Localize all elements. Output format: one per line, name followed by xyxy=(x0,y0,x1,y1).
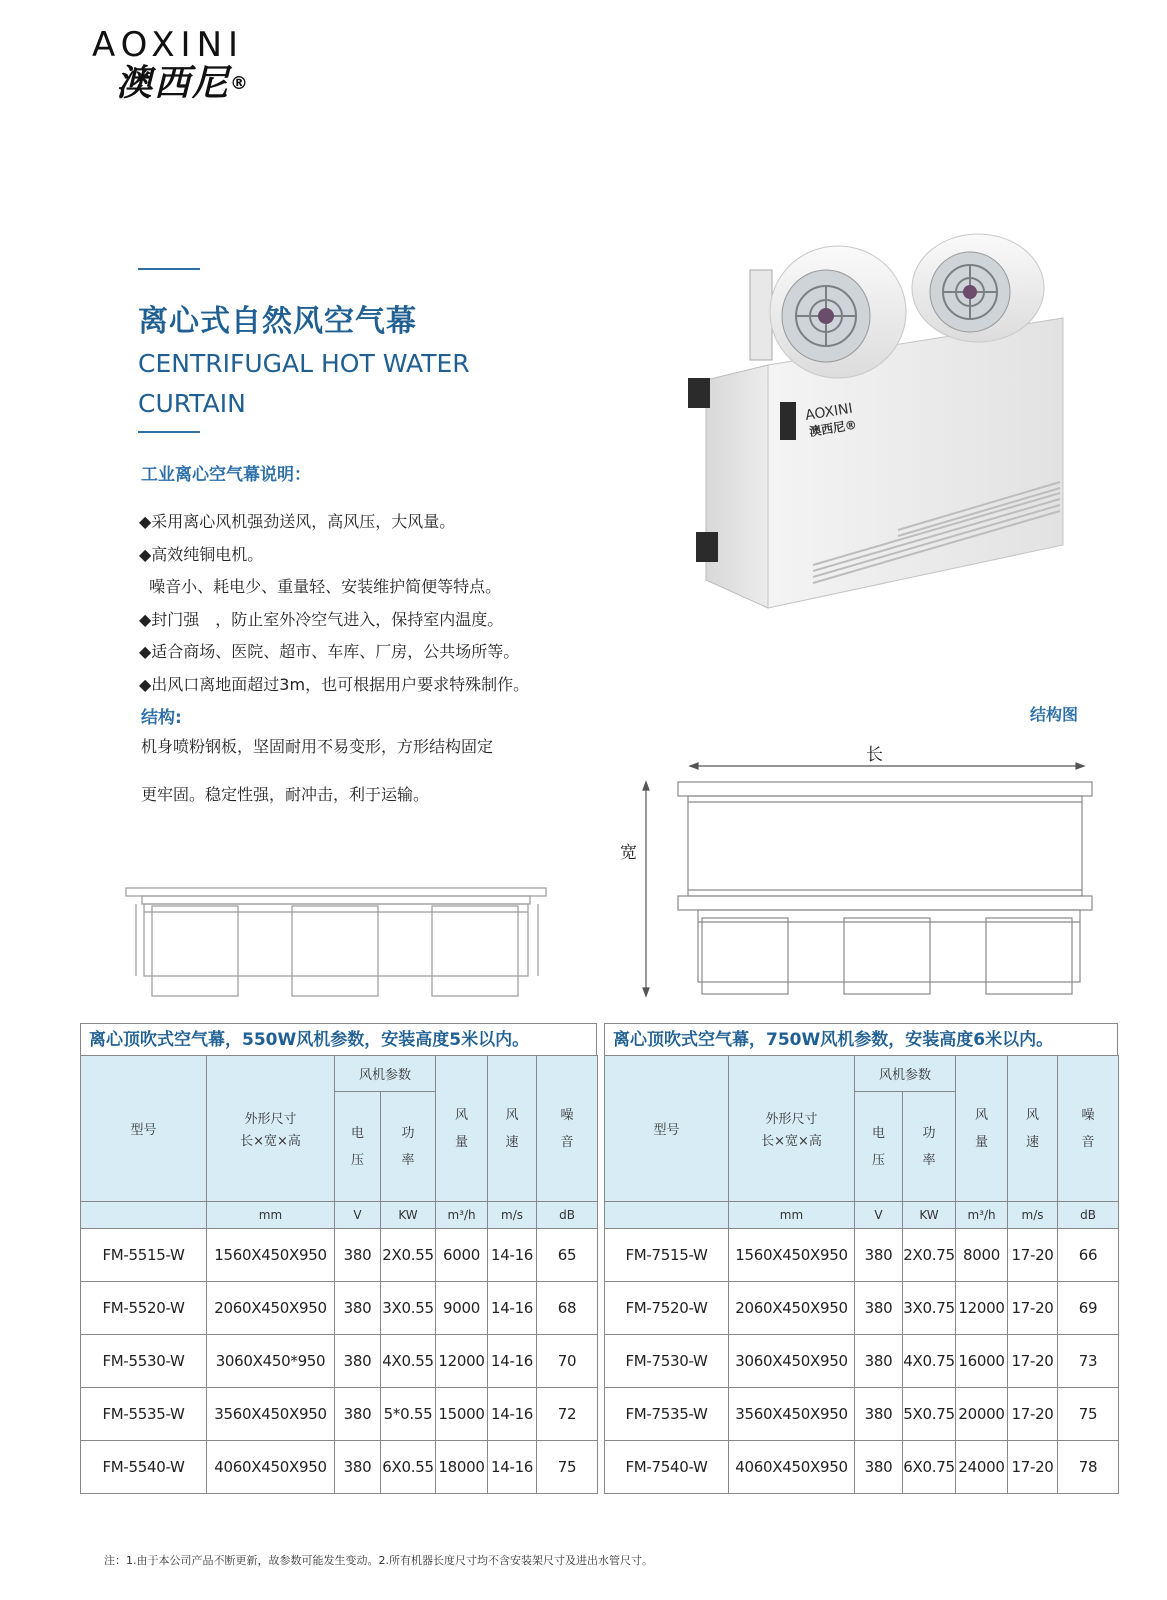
col-voltage-char: 压 xyxy=(350,1152,364,1168)
cell-model: FM-7535-W xyxy=(605,1388,729,1441)
col-speed-char: 风 xyxy=(1026,1107,1040,1123)
col-size xyxy=(207,1056,335,1202)
brand-logo xyxy=(92,26,292,104)
table-row xyxy=(605,1388,1119,1441)
col-noise-char: 音 xyxy=(560,1134,574,1150)
table-title: 离心顶吹式空气幕，750W风机参数，安装高度6米以内。 xyxy=(604,1023,1118,1055)
brand-name-en: AOXINI xyxy=(92,25,245,65)
structure-heading: 结构: xyxy=(141,708,182,728)
cell-airflow: 8000 xyxy=(956,1229,1008,1282)
col-speed-char: 速 xyxy=(1026,1134,1040,1150)
col-size-line2: 长×宽×高 xyxy=(761,1134,822,1149)
cell-voltage: 380 xyxy=(335,1282,381,1335)
col-power-char: 功 xyxy=(922,1125,936,1141)
unit-voltage: V xyxy=(335,1202,381,1229)
col-noise-char: 音 xyxy=(1081,1134,1095,1150)
cell-noise: 66 xyxy=(1058,1229,1119,1282)
col-model: 型号 xyxy=(605,1056,729,1202)
cell-voltage: 380 xyxy=(855,1282,903,1335)
col-size-line1: 外形尺寸 xyxy=(765,1112,818,1127)
front-view-diagram xyxy=(638,758,1096,1000)
col-power-char: 功 xyxy=(401,1125,415,1141)
feature-item: ◆出风口离地面超过3m，也可根据用户要求特殊制作。 xyxy=(139,674,530,694)
cell-airflow: 12000 xyxy=(956,1282,1008,1335)
table-row xyxy=(605,1282,1119,1335)
col-speed xyxy=(488,1056,537,1202)
cell-airflow: 15000 xyxy=(436,1388,488,1441)
unit-airflow: m³/h xyxy=(436,1202,488,1229)
cell-size: 2060X450X950 xyxy=(729,1282,855,1335)
diagram-title: 结构图 xyxy=(1030,705,1079,724)
cell-model: FM-5540-W xyxy=(81,1441,207,1494)
feature-item: ◆适合商场、医院、超市、车库、厂房，公共场所等。 xyxy=(139,642,520,661)
footnote: 注：1.由于本公司产品不断更新，故参数可能发生变动。2.所有机器长度尺寸均不含安装架尺寸及进出水管尺寸。 xyxy=(104,1554,653,1567)
title-rule-top xyxy=(138,268,200,270)
cell-airflow: 20000 xyxy=(956,1388,1008,1441)
unit-power: KW xyxy=(903,1202,956,1229)
col-noise xyxy=(1058,1056,1119,1202)
unit-size: mm xyxy=(207,1202,335,1229)
spec-table-750w xyxy=(604,1023,1118,1494)
cell-voltage: 380 xyxy=(855,1229,903,1282)
unit-model xyxy=(81,1202,207,1229)
cell-power: 2X0.55 xyxy=(381,1229,436,1282)
cell-power: 2X0.75 xyxy=(903,1229,956,1282)
cell-speed: 14-16 xyxy=(488,1229,537,1282)
device-label-en: AOXINI xyxy=(804,400,854,424)
col-airflow xyxy=(956,1056,1008,1202)
col-speed xyxy=(1008,1056,1058,1202)
cell-size: 3560X450X950 xyxy=(207,1388,335,1441)
product-photo xyxy=(688,230,1078,615)
length-label: 长 xyxy=(866,745,883,765)
col-power-char: 率 xyxy=(922,1152,936,1168)
registered-mark: ® xyxy=(230,73,251,94)
cell-size: 2060X450X950 xyxy=(207,1282,335,1335)
col-voltage xyxy=(335,1092,381,1202)
cell-power: 4X0.75 xyxy=(903,1335,956,1388)
cell-noise: 68 xyxy=(537,1282,598,1335)
unit-speed: m/s xyxy=(1008,1202,1058,1229)
cell-airflow: 16000 xyxy=(956,1335,1008,1388)
cell-power: 5X0.75 xyxy=(903,1388,956,1441)
cell-speed: 17-20 xyxy=(1008,1229,1058,1282)
spec-table xyxy=(604,1055,1119,1494)
cell-speed: 14-16 xyxy=(488,1335,537,1388)
cell-speed: 14-16 xyxy=(488,1441,537,1494)
unit-size: mm xyxy=(729,1202,855,1229)
cell-noise: 69 xyxy=(1058,1282,1119,1335)
col-airflow-char: 量 xyxy=(975,1134,989,1150)
col-voltage xyxy=(855,1092,903,1202)
cell-model: FM-5515-W xyxy=(81,1229,207,1282)
cell-voltage: 380 xyxy=(855,1388,903,1441)
table-title: 离心顶吹式空气幕，550W风机参数，安装高度5米以内。 xyxy=(80,1023,597,1055)
cell-voltage: 380 xyxy=(335,1388,381,1441)
cell-voltage: 380 xyxy=(855,1335,903,1388)
cell-noise: 73 xyxy=(1058,1335,1119,1388)
cell-noise: 78 xyxy=(1058,1441,1119,1494)
table-row xyxy=(605,1335,1119,1388)
structure-text-line-1: 机身喷粉钢板，坚固耐用不易变形，方形结构固定 xyxy=(141,737,494,756)
description-heading: 工业离心空气幕说明： xyxy=(141,465,311,485)
col-noise-char: 噪 xyxy=(1081,1107,1095,1123)
col-airflow xyxy=(436,1056,488,1202)
cell-power: 5*0.55 xyxy=(381,1388,436,1441)
cell-model: FM-5520-W xyxy=(81,1282,207,1335)
cell-voltage: 380 xyxy=(335,1335,381,1388)
col-fan-params: 风机参数 xyxy=(855,1056,956,1092)
cell-size: 3060X450X950 xyxy=(729,1335,855,1388)
cell-speed: 17-20 xyxy=(1008,1388,1058,1441)
cell-noise: 70 xyxy=(537,1335,598,1388)
col-speed-char: 速 xyxy=(505,1134,519,1150)
device-label-cn: 澳西尼® xyxy=(808,417,858,439)
cell-model: FM-5530-W xyxy=(81,1335,207,1388)
cell-airflow: 6000 xyxy=(436,1229,488,1282)
cell-model: FM-7540-W xyxy=(605,1441,729,1494)
unit-speed: m/s xyxy=(488,1202,537,1229)
col-airflow-char: 风 xyxy=(455,1107,469,1123)
cell-power: 6X0.55 xyxy=(381,1441,436,1494)
table-row xyxy=(605,1441,1119,1494)
col-size-line2: 长×宽×高 xyxy=(240,1134,301,1149)
cell-voltage: 380 xyxy=(855,1441,903,1494)
col-power xyxy=(381,1092,436,1202)
subtitle-line-2: CURTAIN xyxy=(138,389,246,418)
spec-table xyxy=(80,1055,598,1494)
brand-name-cn xyxy=(116,64,292,104)
table-row xyxy=(81,1441,598,1494)
feature-item: ◆高效纯铜电机。 xyxy=(139,544,264,564)
cell-power: 3X0.55 xyxy=(381,1282,436,1335)
structure-text-line-2: 更牢固。稳定性强，耐冲击，利于运输。 xyxy=(141,785,430,804)
brand-name-cn-text: 澳西尼 xyxy=(116,63,231,104)
page-subtitle-en xyxy=(138,344,498,424)
cell-size: 1560X450X950 xyxy=(207,1229,335,1282)
cell-airflow: 24000 xyxy=(956,1441,1008,1494)
table-row xyxy=(81,1229,598,1282)
table-row xyxy=(81,1282,598,1335)
cell-speed: 17-20 xyxy=(1008,1282,1058,1335)
cell-speed: 17-20 xyxy=(1008,1441,1058,1494)
side-view-diagram xyxy=(124,884,550,1000)
cell-airflow: 12000 xyxy=(436,1335,488,1388)
col-airflow-char: 风 xyxy=(975,1107,989,1123)
cell-airflow: 18000 xyxy=(436,1441,488,1494)
cell-voltage: 380 xyxy=(335,1229,381,1282)
cell-size: 3560X450X950 xyxy=(729,1388,855,1441)
unit-voltage: V xyxy=(855,1202,903,1229)
unit-airflow: m³/h xyxy=(956,1202,1008,1229)
cell-airflow: 9000 xyxy=(436,1282,488,1335)
table-row xyxy=(605,1229,1119,1282)
cell-power: 6X0.75 xyxy=(903,1441,956,1494)
table-row xyxy=(81,1388,598,1441)
subtitle-line-1: CENTRIFUGAL HOT WATER xyxy=(138,349,470,378)
feature-item: ◆采用离心风机强劲送风，高风压，大风量。 xyxy=(139,512,456,531)
col-speed-char: 风 xyxy=(505,1107,519,1123)
col-size xyxy=(729,1056,855,1202)
cell-model: FM-5535-W xyxy=(81,1388,207,1441)
table-row xyxy=(81,1335,598,1388)
cell-size: 1560X450X950 xyxy=(729,1229,855,1282)
cell-size: 3060X450*950 xyxy=(207,1335,335,1388)
col-voltage-char: 电 xyxy=(871,1125,885,1141)
title-rule-bottom xyxy=(138,431,200,433)
page-title: 离心式自然风空气幕 xyxy=(138,304,417,339)
feature-item: ◆封门强 ，防止室外冷空气进入，保持室内温度。 xyxy=(139,609,504,629)
col-model: 型号 xyxy=(81,1056,207,1202)
cell-power: 4X0.55 xyxy=(381,1335,436,1388)
cell-power: 3X0.75 xyxy=(903,1282,956,1335)
cell-model: FM-7530-W xyxy=(605,1335,729,1388)
cell-speed: 14-16 xyxy=(488,1282,537,1335)
cell-size: 4060X450X950 xyxy=(207,1441,335,1494)
cell-speed: 14-16 xyxy=(488,1388,537,1441)
col-fan-params: 风机参数 xyxy=(335,1056,436,1092)
cell-size: 4060X450X950 xyxy=(729,1441,855,1494)
cell-noise: 75 xyxy=(1058,1388,1119,1441)
cell-speed: 17-20 xyxy=(1008,1335,1058,1388)
col-size-line1: 外形尺寸 xyxy=(244,1112,297,1127)
cell-voltage: 380 xyxy=(335,1441,381,1494)
spec-table-550w xyxy=(80,1023,597,1494)
cell-model: FM-7515-W xyxy=(605,1229,729,1282)
cell-noise: 72 xyxy=(537,1388,598,1441)
col-power xyxy=(903,1092,956,1202)
unit-model xyxy=(605,1202,729,1229)
cell-noise: 65 xyxy=(537,1229,598,1282)
col-power-char: 率 xyxy=(401,1152,415,1168)
unit-power: KW xyxy=(381,1202,436,1229)
col-noise-char: 噪 xyxy=(560,1107,574,1123)
feature-list xyxy=(139,506,599,701)
feature-item: 噪音小、耗电少、重量轻、安装维护简便等特点。 xyxy=(139,577,502,596)
col-voltage-char: 电 xyxy=(350,1125,364,1141)
width-label: 宽 xyxy=(620,843,637,863)
unit-noise: dB xyxy=(1058,1202,1119,1229)
col-airflow-char: 量 xyxy=(455,1134,469,1150)
cell-noise: 75 xyxy=(537,1441,598,1494)
col-voltage-char: 压 xyxy=(871,1152,885,1168)
cell-model: FM-7520-W xyxy=(605,1282,729,1335)
unit-noise: dB xyxy=(537,1202,598,1229)
col-noise xyxy=(537,1056,598,1202)
